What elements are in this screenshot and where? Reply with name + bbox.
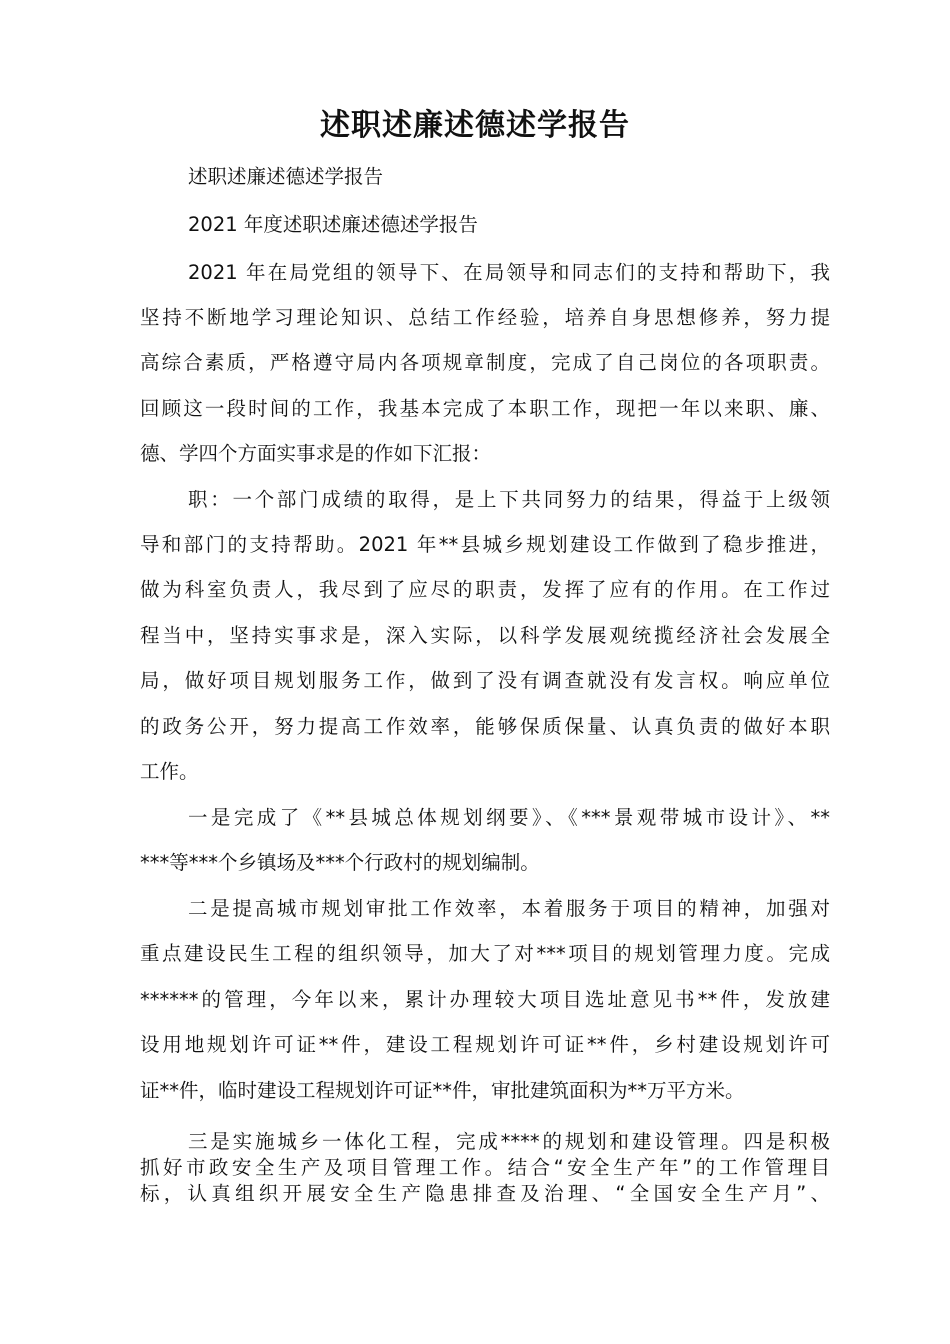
- document-title: 述职述廉述德述学报告: [320, 108, 630, 143]
- paragraph-line: 的政务公开，努力提高工作效率，能够保质保量、认真负责的做好本职: [140, 715, 830, 738]
- paragraph-line: 回顾这一段时间的工作，我基本完成了本职工作，现把一年以来职、廉、: [140, 397, 830, 420]
- paragraph-line: 一是完成了《**县城总体规划纲要》、《***景观带城市设计》、**: [188, 806, 830, 829]
- paragraph-line: 局，做好项目规划服务工作，做到了没有调查就没有发言权。响应单位: [140, 669, 830, 692]
- subtitle-year-line: 2021 年度述职述廉述德述学报告: [188, 213, 478, 236]
- paragraph-line: 重点建设民生工程的组织领导，加大了对***项目的规划管理力度。完成: [140, 942, 830, 965]
- paragraph-line: 工作。: [140, 760, 199, 783]
- paragraph-line: 德、学四个方面实事求是的作如下汇报：: [140, 442, 492, 465]
- paragraph-line: 抓好市政安全生产及项目管理工作。结合“安全生产年”的工作管理目: [140, 1156, 830, 1179]
- paragraph-line: 证**件，临时建设工程规划许可证**件，审批建筑面积为**万平方米。: [140, 1079, 745, 1102]
- subtitle-line: 述职述廉述德述学报告: [188, 165, 384, 188]
- paragraph-line: 二是提高城市规划审批工作效率，本着服务于项目的精神，加强对: [188, 897, 830, 920]
- paragraph-line: 高综合素质，严格遵守局内各项规章制度，完成了自己岗位的各项职责。: [140, 351, 830, 374]
- paragraph-line: ******的管理，今年以来，累计办理较大项目选址意见书**件，发放建: [140, 988, 830, 1011]
- paragraph-line: 坚持不断地学习理论知识、总结工作经验，培养自身思想修养，努力提: [140, 306, 830, 329]
- paragraph-line: ***等***个乡镇场及***个行政村的规划编制。: [140, 851, 540, 874]
- paragraph-line: 标，认真组织开展安全生产隐患排查及治理、“全国安全生产月”、: [140, 1182, 830, 1205]
- paragraph-line: 2021 年在局党组的领导下、在局领导和同志们的支持和帮助下，我: [188, 261, 830, 284]
- paragraph-line: 程当中，坚持实事求是，深入实际，以科学发展观统揽经济社会发展全: [140, 624, 830, 647]
- paragraph-line: 导和部门的支持帮助。2021 年**县城乡规划建设工作做到了稳步推进，: [140, 533, 830, 556]
- paragraph-line: 做为科室负责人，我尽到了应尽的职责，发挥了应有的作用。在工作过: [140, 578, 830, 601]
- paragraph-line: 职：一个部门成绩的取得，是上下共同努力的结果，得益于上级领: [188, 488, 830, 511]
- paragraph-line: 设用地规划许可证**件，建设工程规划许可证**件，乡村建设规划许可: [140, 1033, 830, 1056]
- paragraph-line: 三是实施城乡一体化工程，完成****的规划和建设管理。四是积极: [188, 1130, 830, 1153]
